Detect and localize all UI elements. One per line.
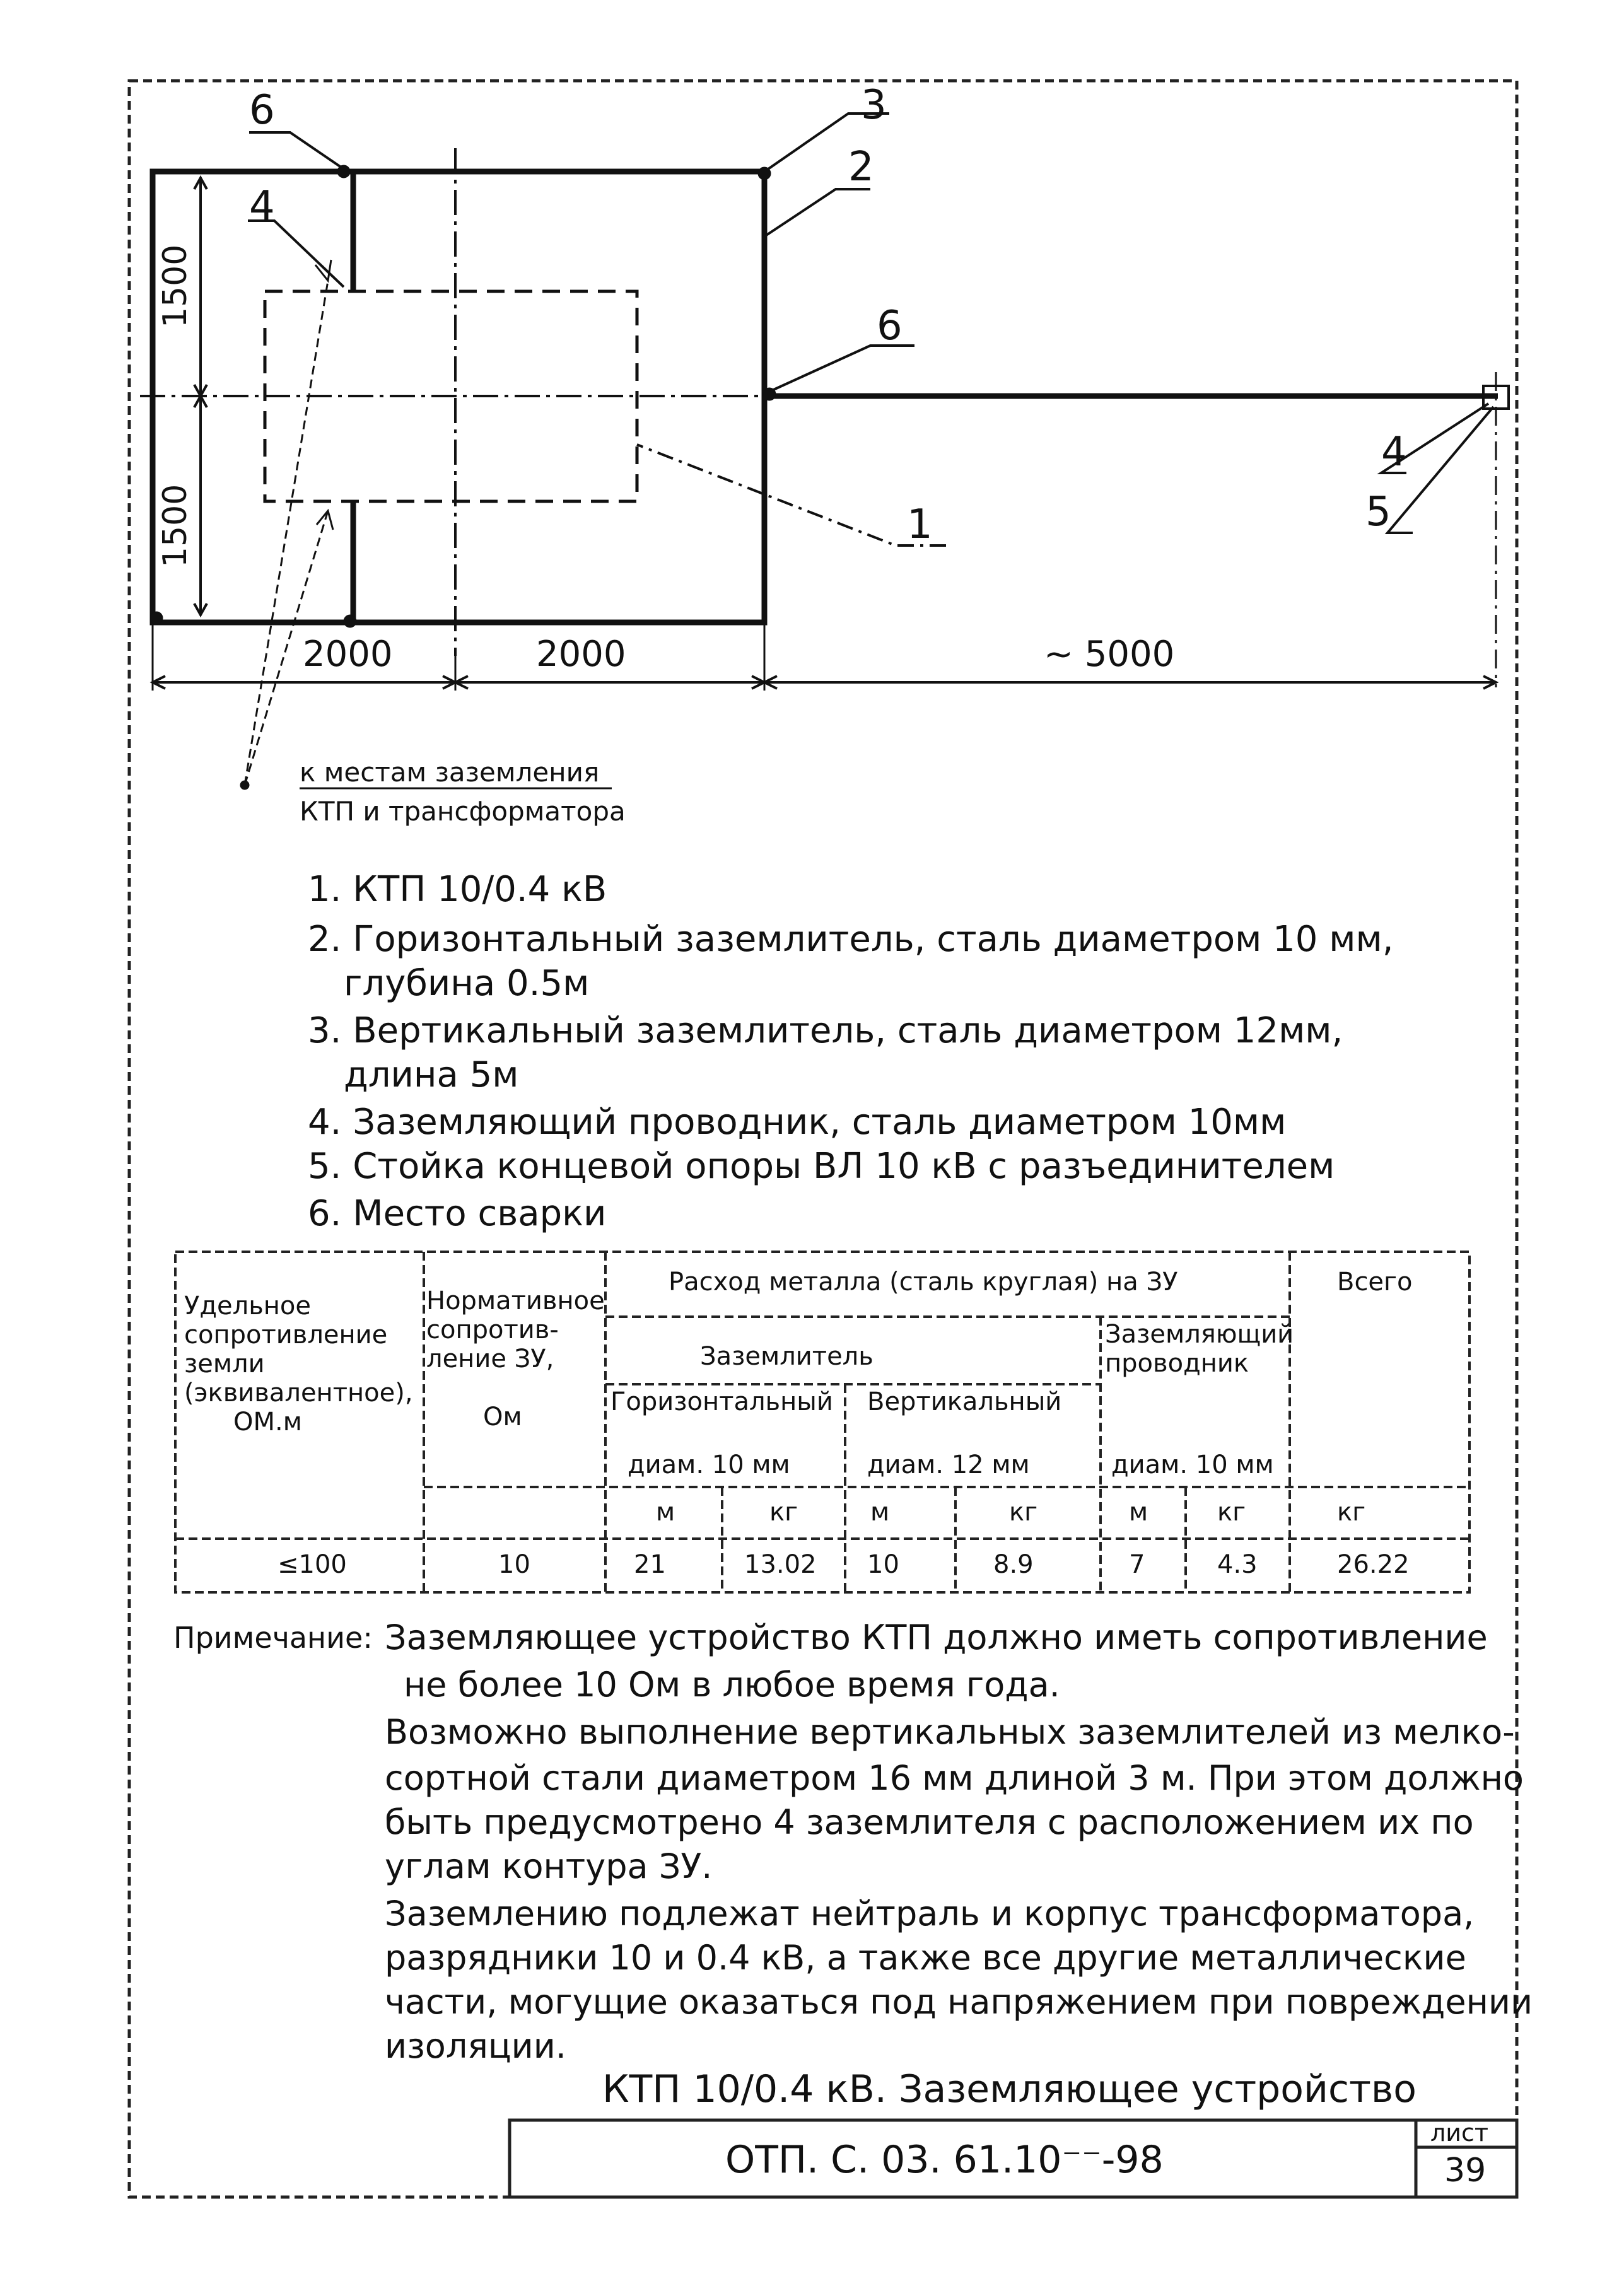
note-label: Примечание: xyxy=(173,1621,373,1655)
unit-cell: кг xyxy=(1217,1498,1246,1527)
callout-4-right: 4 xyxy=(1381,429,1407,475)
callout-6-top: 6 xyxy=(249,87,275,134)
header-consumption: Расход металла (сталь круглая) на ЗУ xyxy=(669,1268,1178,1297)
header-conductor: Заземляющий проводник xyxy=(1105,1320,1294,1378)
header-electrode: Заземлитель xyxy=(700,1342,873,1371)
vertical-electrode xyxy=(150,612,163,624)
row-value: 8.9 xyxy=(993,1550,1034,1579)
legend-item: 1. КТП 10/0.4 кВ xyxy=(308,869,607,910)
note-line: Заземляющее устройство КТП должно иметь сопротивление xyxy=(385,1618,1488,1657)
legend-item: 2. Горизонтальный заземлитель, сталь диаметром 10 мм, xyxy=(308,919,1394,960)
dim-height-lower: 1500 xyxy=(156,484,194,568)
sheet-number: 39 xyxy=(1444,2152,1487,2190)
header-vertical: Вертикальный xyxy=(867,1387,1062,1416)
unit-cell: м xyxy=(870,1498,890,1527)
weld-point xyxy=(344,615,356,627)
dim-width-mid: 2000 xyxy=(536,634,626,675)
header-diam10b: диам. 10 мм xyxy=(1111,1450,1274,1479)
note-line: Возможно выполнение вертикальных заземлителей из мелко- xyxy=(385,1712,1515,1752)
header-horizontal: Горизонтальный xyxy=(610,1387,833,1416)
callout-2: 2 xyxy=(848,144,874,190)
note-line: части, могущие оказаться под напряжением при повреждении xyxy=(385,1982,1533,2022)
note-line: быть предусмотрено 4 заземлителя с расположением их по xyxy=(385,1802,1474,1842)
row-value: 10 xyxy=(867,1550,899,1579)
drawing-code: ОТП. С. 03. 61.10⁻⁻-98 xyxy=(725,2138,1164,2182)
callout-6-mid: 6 xyxy=(877,303,903,349)
callout-3: 3 xyxy=(861,82,887,129)
note-line: изоляции. xyxy=(385,2026,566,2066)
legend-item: длина 5м xyxy=(344,1054,519,1095)
sheet-label: лист xyxy=(1430,2119,1489,2147)
legend-item: 4. Заземляющий проводник, сталь диаметром 10мм xyxy=(308,1102,1287,1143)
unit-cell: кг xyxy=(1009,1498,1038,1527)
callout-5: 5 xyxy=(1365,489,1391,535)
legend-item: 5. Стойка концевой опоры ВЛ 10 кВ с разъединителем xyxy=(308,1146,1335,1187)
row-resistivity: ≤100 xyxy=(277,1550,347,1579)
unit-cell: м xyxy=(1129,1498,1148,1527)
grounding-note-line2: КТП и трансформатора xyxy=(300,796,626,827)
legend-item: 6. Место сварки xyxy=(308,1193,607,1234)
legend-item: 3. Вертикальный заземлитель, сталь диаметром 12мм, xyxy=(308,1010,1343,1051)
header-resistivity: Удельное сопротивление земли (эквивалентное), ОМ.м xyxy=(184,1292,413,1437)
unit-cell: м xyxy=(656,1498,675,1527)
unit-cell: кг xyxy=(769,1498,798,1527)
callout-1: 1 xyxy=(907,501,933,548)
dim-height-upper: 1500 xyxy=(156,244,194,328)
row-value: 26.22 xyxy=(1337,1550,1410,1579)
callout-4-left: 4 xyxy=(249,183,275,230)
note-line: не более 10 Ом в любое время года. xyxy=(404,1665,1060,1705)
grounding-note-line1: к местам заземления xyxy=(300,757,600,788)
header-total: Всего xyxy=(1337,1268,1413,1297)
header-normative: Нормативное сопротив- ление ЗУ, Ом xyxy=(426,1286,605,1432)
grounding-contour-diagram xyxy=(140,114,1509,790)
drawing-title: КТП 10/0.4 кВ. Заземляющее устройство xyxy=(602,2067,1417,2111)
note-line: Заземлению подлежат нейтраль и корпус трансформатора, xyxy=(385,1894,1475,1933)
legend-item: глубина 0.5м xyxy=(344,963,590,1004)
header-diam12: диам. 12 мм xyxy=(867,1450,1030,1479)
dim-width-right: ~ 5000 xyxy=(1044,634,1175,675)
note-line: углам контура ЗУ. xyxy=(385,1846,713,1886)
note-line: сортной стали диаметром 16 мм длиной 3 м. При этом должно xyxy=(385,1758,1524,1798)
row-value: 4.3 xyxy=(1217,1550,1258,1579)
unit-cell: кг xyxy=(1337,1498,1366,1527)
row-value: 7 xyxy=(1129,1550,1145,1579)
note-line: разрядники 10 и 0.4 кВ, а также все другие металлические xyxy=(385,1938,1466,1978)
row-normative: 10 xyxy=(498,1550,530,1579)
row-value: 21 xyxy=(634,1550,666,1579)
dim-width-left: 2000 xyxy=(303,634,393,675)
row-value: 13.02 xyxy=(744,1550,817,1579)
header-diam10: диам. 10 мм xyxy=(628,1450,790,1479)
